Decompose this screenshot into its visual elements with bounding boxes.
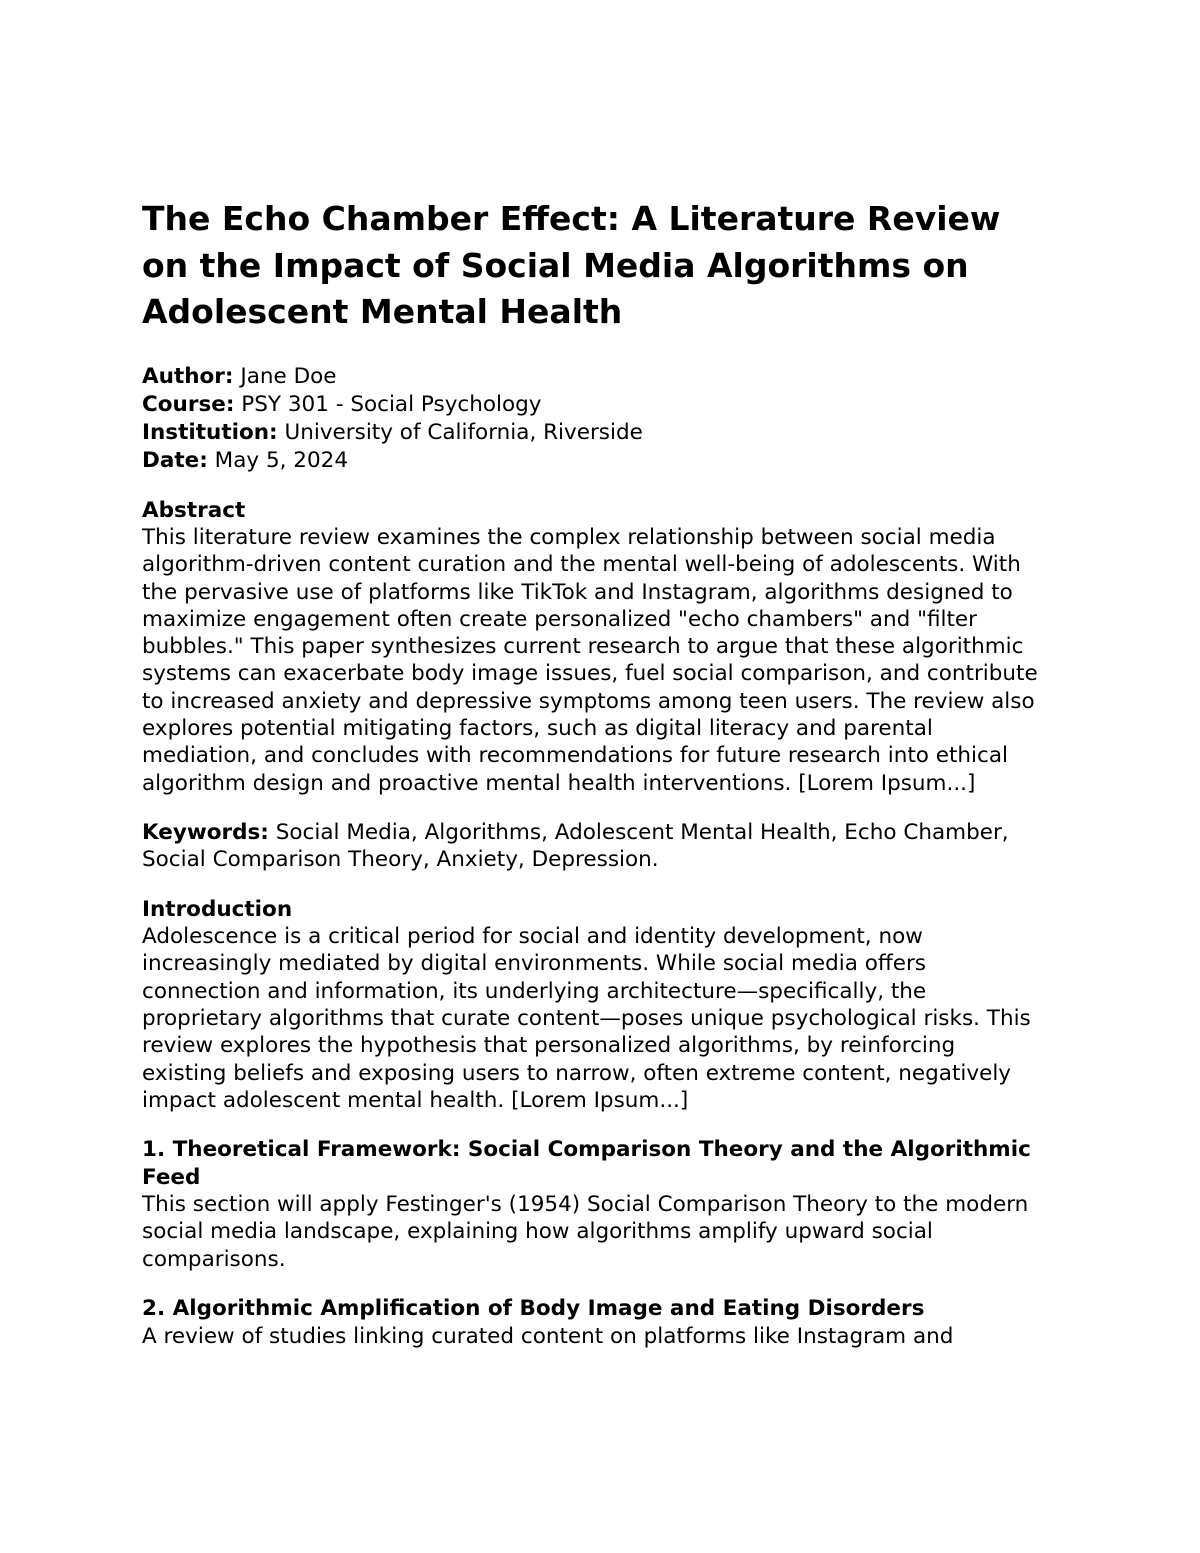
document-title: The Echo Chamber Effect: A Literature Review on the Impact of Social Media Algorithms on Adolescent Mental Health — [142, 199, 1001, 331]
abstract-text: This literature review examines the complex relationship between social media algorithm-driven content curation and the mental well-being of adolescents. With the pervasive use of platforms like TikTok and Instagram, algorithms designed to maximize engagement often create personalized "echo chambers" and "filter bubbles." This paper synthesizes current research to argue that these algorithmic systems can exacerbate body image issues, fuel social comparison, and contribute to increased anxiety and depressive symptoms among teen users. The review also explores potential mitigating factors, such as digital literacy and parental mediation, and concludes with recommendations for future research into ethical algorithm design and proactive mental health interventions. [Lorem Ipsum...] — [142, 525, 1038, 796]
date-line — [142, 447, 1042, 475]
document-meta — [142, 363, 1042, 475]
author-value: Jane Doe — [240, 363, 337, 389]
introduction-heading: Introduction — [142, 896, 293, 922]
author-label: Author: — [142, 363, 234, 389]
abstract-heading: Abstract — [142, 497, 246, 523]
abstract-section — [142, 497, 1042, 797]
section-1-text: This section will apply Festinger's (1954) Social Comparison Theory to the modern social media landscape, explaining how algorithms amplify upward social comparisons. — [142, 1192, 1029, 1272]
institution-line — [142, 419, 1042, 447]
course-line — [142, 391, 1042, 419]
keywords-paragraph — [142, 819, 1042, 874]
section-1-heading: 1. Theoretical Framework: Social Comparison Theory and the Algorithmic Feed — [142, 1137, 1031, 1190]
section-2 — [142, 1295, 1042, 1350]
section-2-heading: 2. Algorithmic Amplification of Body Image and Eating Disorders — [142, 1296, 925, 1322]
document-page — [142, 196, 1042, 1350]
course-label: Course: — [142, 391, 235, 417]
date-value: May 5, 2024 — [214, 447, 349, 473]
introduction-text: Adolescence is a critical period for social and identity development, now increasingly mediated by digital environments. While social media offers connection and information, its underlying architecture—specifically, the proprietary algorithms that curate content—poses unique psychological risks. This review explores the hypothesis that personalized algorithms, by reinforcing existing beliefs and exposing users to narrow, often extreme content, negatively impact adolescent mental health. [Lorem Ipsum...] — [142, 924, 1031, 1113]
author-line — [142, 363, 1042, 391]
institution-label: Institution: — [142, 419, 278, 445]
date-label: Date: — [142, 447, 208, 473]
course-value: PSY 301 - Social Psychology — [241, 391, 542, 417]
section-2-text: A review of studies linking curated content on platforms like Instagram and — [142, 1323, 954, 1349]
keywords-section — [142, 819, 1042, 874]
introduction-section — [142, 896, 1042, 1115]
section-1 — [142, 1136, 1042, 1273]
institution-value: University of California, Riverside — [284, 419, 643, 445]
keywords-text: Social Media, Algorithms, Adolescent Mental Health, Echo Chamber, Social Comparison Theory, Anxiety, Depression. — [142, 819, 1009, 873]
keywords-label: Keywords: — [142, 819, 269, 845]
